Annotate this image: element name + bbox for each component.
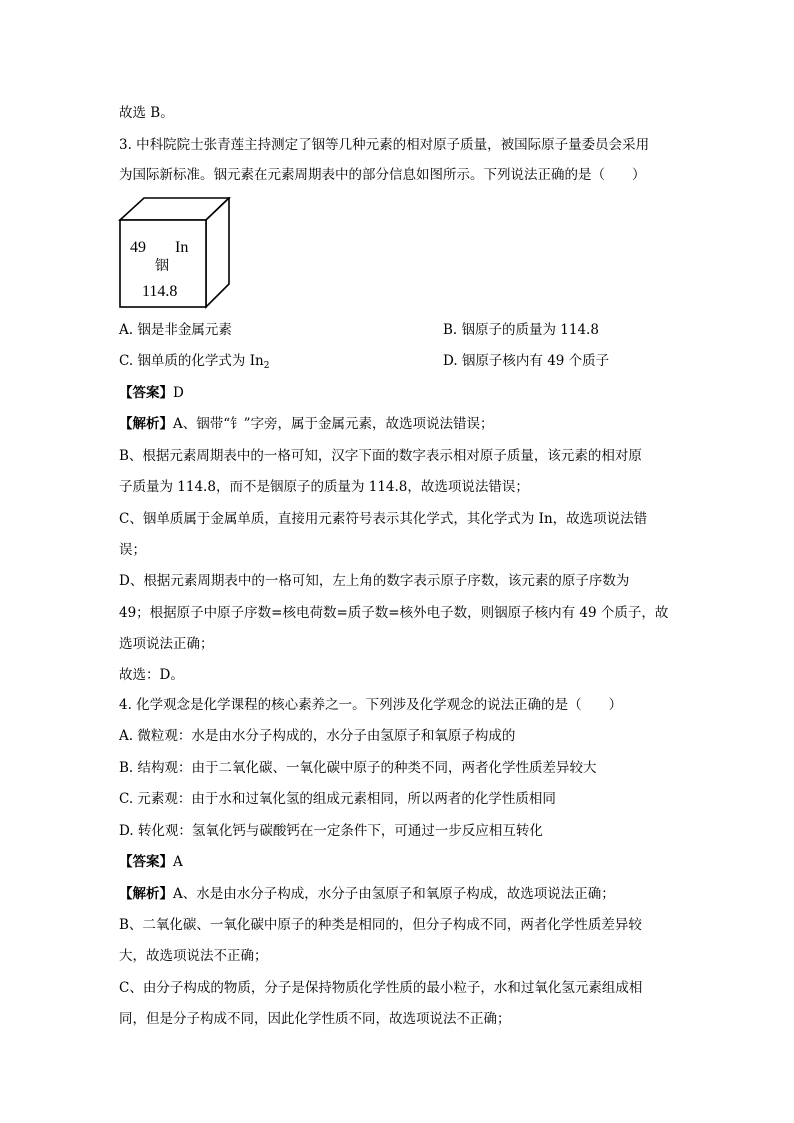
element-symbol: In xyxy=(175,239,189,256)
explanation-4-b2: 大，故选项说法不正确； xyxy=(119,948,268,964)
q4-option-a: A. 微粒观：水是由水分子构成的，水分子由氢原子和氧原子构成的 xyxy=(119,728,516,744)
explanation-label: 【解析】 xyxy=(119,886,173,902)
answer-value: A xyxy=(173,854,183,870)
explanation-3-d2: 49；根据原子中原子序数=核电荷数=质子数=核外电子数，则铟原子核内有 49 个质子，故 xyxy=(119,605,669,621)
explanation-3-a xyxy=(119,414,494,434)
explanation-3-b1: B、根据元素周期表中的一格可知，汉字下面的数字表示相对原子质量，该元素的相对原 xyxy=(119,448,642,464)
q3-option-c xyxy=(119,351,269,376)
q3-option-d: D. 铟原子核内有 49 个质子 xyxy=(443,353,610,369)
answer-value: D xyxy=(173,385,184,401)
explanation-3-c1: C、铟单质属于金属单质，直接用元素符号表示其化学式，其化学式为 In，故选项说法错 xyxy=(119,511,648,527)
q4-option-c: C. 元素观：由于水和过氧化氢的组成元素相同，所以两者的化学性质相同 xyxy=(119,791,556,807)
element-name: 铟 xyxy=(155,258,169,274)
atomic-mass: 114.8 xyxy=(142,283,178,300)
explanation-text: A、铟带“钅”字旁，属于金属元素，故选项说法错误； xyxy=(173,416,494,432)
atomic-number: 49 xyxy=(130,239,146,256)
explanation-4-a xyxy=(119,884,615,904)
question-4: 4. 化学观念是化学课程的核心素养之一。下列涉及化学观念的说法正确的是（ ） xyxy=(119,697,623,713)
explanation-4-c2: 同，但是分子构成不同，因此化学性质不同，故选项说法不正确； xyxy=(119,1011,511,1027)
q4-option-d: D. 转化观：氢氧化钙与碳酸钙在一定条件下，可通过一步反应相互转化 xyxy=(119,823,543,839)
explanation-3-end: 故选：D。 xyxy=(119,667,184,683)
explanation-text: A、水是由水分子构成，水分子由氢原子和氧原子构成，故选项说法正确； xyxy=(173,886,615,902)
explanation-label: 【解析】 xyxy=(119,416,173,432)
question-3-line-1: 3. 中科院院士张青莲主持测定了铟等几种元素的相对原子质量，被国际原子量委员会采用 xyxy=(119,137,650,153)
answer-3 xyxy=(119,383,184,403)
explanation-4-b1: B、二氧化碳、一氧化碳中原子的种类是相同的，但分子构成不同，两者化学性质差异较 xyxy=(119,917,642,933)
q3-option-b: B. 铟原子的质量为 114.8 xyxy=(443,322,599,338)
element-box-diagram xyxy=(118,197,232,309)
q3-option-c-subscript: 2 xyxy=(263,361,270,371)
q3-option-a: A. 铟是非金属元素 xyxy=(119,322,232,338)
explanation-3-b2: 子质量为 114.8，而不是铟原子的质量为 114.8，故选项说法错误； xyxy=(119,479,529,495)
answer-4 xyxy=(119,852,183,872)
q4-option-b: B. 结构观：由于二氧化碳、一氧化碳中原子的种类不同，两者化学性质差异较大 xyxy=(119,760,597,776)
question-3-line-2: 为国际新标准。铟元素在元素周期表中的部分信息如图所示。下列说法正确的是（ ） xyxy=(119,167,646,183)
explanation-4-c1: C、由分子构成的物质，分子是保持物质化学性质的最小粒子，水和过氧化氢元素组成相 xyxy=(119,980,643,996)
line-l1: 故选 B。 xyxy=(119,105,174,121)
answer-label: 【答案】 xyxy=(119,385,173,401)
explanation-3-c2: 误； xyxy=(119,542,146,558)
explanation-3-d3: 选项说法正确； xyxy=(119,636,214,652)
answer-label: 【答案】 xyxy=(119,854,173,870)
q3-option-c-text: C. 铟单质的化学式为 In xyxy=(119,353,264,369)
explanation-3-d1: D、根据元素周期表中的一格可知，左上角的数字表示原子序数，该元素的原子序数为 xyxy=(119,573,630,589)
